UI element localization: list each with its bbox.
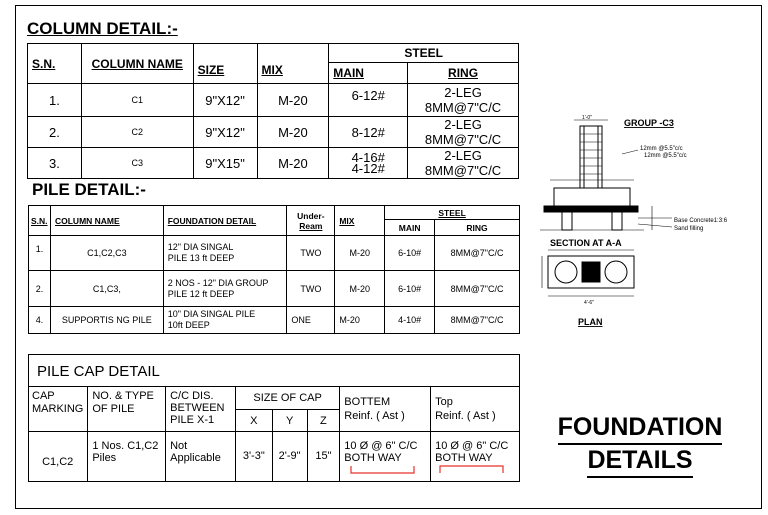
cap-header-z: Z <box>307 410 340 432</box>
pile-header-steel: STEEL <box>438 207 466 218</box>
cell-ring: 2-LEG 8MM@7"C/C <box>408 117 519 148</box>
cap-header-cc-1: C/C DIS. <box>170 390 214 402</box>
column-section <box>580 126 602 188</box>
cell-ring: 2-LEG 8MM@7"C/C <box>408 84 519 117</box>
col-header-ring: RING <box>448 66 479 80</box>
pile-detail-title: PILE DETAIL:- <box>32 180 146 199</box>
cap-header-cc-2: BETWEEN <box>170 402 225 414</box>
cap-cell-type-1: 1 Nos. C1,C2 <box>92 440 159 452</box>
cap-header-x: X <box>235 410 272 432</box>
plan-column <box>582 262 600 282</box>
column-detail-table <box>27 43 519 179</box>
spacing-note-2: 12mm @5.5"c/c <box>644 153 687 159</box>
cap-cell-type-2: Piles <box>92 452 117 464</box>
cap-cell-marking: C1,C2 <box>28 432 88 481</box>
plan-label: PLAN <box>578 317 603 327</box>
plan-dimension: 4'-6" <box>584 300 594 306</box>
cap-cell-top-1: 10 Ø @ 6" C/C <box>435 440 509 452</box>
cell-mix: M-20 <box>257 148 329 179</box>
pile-header-foundation: FOUNDATION DETAIL <box>167 215 257 226</box>
cell-main: 6-12# <box>329 84 408 117</box>
pile-header-name: COLUMN NAME <box>54 215 120 226</box>
cap-header-cc-3: PILE X-1 <box>170 414 215 426</box>
pile-header-underream-1: Under- <box>297 210 325 221</box>
group-label: GROUP -C3 <box>624 118 674 128</box>
top-dimension: 1'-0" <box>582 115 592 121</box>
cell-foundation-2: 10ft DEEP <box>167 320 210 330</box>
cell-ring: 8MM@7"C/C <box>435 307 520 334</box>
table-row <box>29 236 520 271</box>
cell-sn: 3. <box>28 148 82 179</box>
cap-cell-bottom-1: 10 Ø @ 6" C/C <box>344 440 418 452</box>
pile-header-underream-2: Ream <box>299 220 323 231</box>
pile-header-main: MAIN <box>385 220 435 236</box>
pile-header-sn: S.N. <box>31 215 48 226</box>
cap-header-type-2: OF PILE <box>92 403 135 415</box>
cap-header-bottom-1: BOTTEM <box>344 396 391 408</box>
pile-right <box>612 212 622 230</box>
section-plan-drawing <box>526 112 762 334</box>
cap-cell-top-2: BOTH WAY <box>435 452 493 464</box>
col-header-mix: MIX <box>261 63 283 77</box>
cell-main: 4-16# <box>351 150 385 165</box>
cell-underream: TWO <box>287 236 335 271</box>
bottom-rebar-symbol <box>350 465 416 475</box>
table-row <box>29 271 520 307</box>
section-label: SECTION AT A-A <box>550 238 622 248</box>
cell-sn: 4. <box>29 307 51 334</box>
cap-cell-y: 2'-9" <box>272 432 307 481</box>
table-row <box>28 148 519 179</box>
cap-header-size: SIZE OF CAP <box>235 387 339 410</box>
pile-header-mix: MIX <box>339 215 355 226</box>
cap-header-y: Y <box>272 410 307 432</box>
col-header-steel: STEEL <box>329 44 519 63</box>
foundation-title-line-1: FOUNDATION <box>558 412 723 445</box>
col-header-sn: S.N. <box>32 56 56 71</box>
cell-sn: 1. <box>29 236 51 271</box>
cell-sn: 2. <box>28 117 82 148</box>
cell-ring: 2-LEG 8MM@7"C/C <box>408 148 519 179</box>
cell-mix: M-20 <box>335 271 385 307</box>
foundation-title-line-2: DETAILS <box>587 445 692 478</box>
column-detail-title: COLUMN DETAIL:- <box>27 19 178 38</box>
col-header-name: COLUMN NAME <box>91 56 183 71</box>
cell-main: 6-10# <box>385 236 435 271</box>
cell-main-2: 4-12# <box>351 161 385 176</box>
cap-cell-cc-1: Not <box>170 440 188 452</box>
pile-left <box>562 212 572 230</box>
top-rebar-symbol <box>439 465 505 475</box>
cell-mix: M-20 <box>335 236 385 271</box>
cell-main: 6-10# <box>385 271 435 307</box>
cell-name: C1,C2,C3 <box>50 236 163 271</box>
table-row <box>28 117 519 148</box>
cell-name: SUPPORTIS NG PILE <box>50 307 163 334</box>
base-note: Base Concrete1:3:6 <box>674 218 728 224</box>
cap-header-type-1: NO. & TYPE <box>92 390 154 402</box>
cap-header-marking-1: CAP <box>32 390 55 402</box>
cell-foundation-2: PILE 12 ft DEEP <box>167 288 235 299</box>
pile-header-ring: RING <box>435 220 520 236</box>
cell-name: C3 <box>81 148 193 179</box>
cap-header-top-1: Top <box>435 396 453 408</box>
cell-foundation-1: 2 NOS - 12" DIA GROUP <box>167 277 269 288</box>
cell-foundation-1: 10" DIA SINGAL PILE <box>167 309 256 319</box>
cell-size: 9"X15" <box>193 148 257 179</box>
cell-underream: ONE <box>287 307 335 334</box>
plan-pile-left <box>555 261 577 283</box>
table-row <box>28 432 520 481</box>
cell-name: C2 <box>81 117 193 148</box>
cap-cell-bottom-2: BOTH WAY <box>344 452 402 464</box>
cell-main: 4-10# <box>385 307 435 334</box>
pile-cap-title: PILE CAP DETAIL <box>37 363 160 380</box>
cell-foundation-2: PILE 13 ft DEEP <box>167 253 235 263</box>
cell-foundation-1: 12" DIA SINGAL <box>167 242 234 252</box>
cell-name: C1 <box>81 84 193 117</box>
pile-cap-table <box>28 386 520 481</box>
base-concrete <box>544 206 638 212</box>
cap-cell-cc-2: Applicable <box>170 452 221 464</box>
cap-header-top-2: Reinf. ( Ast ) <box>435 410 496 422</box>
cell-main: 8-12# <box>329 117 408 148</box>
pile-detail-table <box>28 205 520 334</box>
table-row <box>28 84 519 117</box>
spacing-note-1: 12mm @5.5"c/c <box>640 146 683 152</box>
cell-name: C1,C3, <box>50 271 163 307</box>
plan-pile-right <box>605 261 627 283</box>
sand-note: Sand filling <box>674 226 704 232</box>
cell-mix: M-20 <box>257 117 329 148</box>
col-header-main: MAIN <box>333 66 364 80</box>
cap-header-marking-2: MARKING <box>32 403 84 415</box>
pile-cap-section <box>554 188 630 206</box>
foundation-details-title <box>540 412 740 478</box>
col-header-size: SIZE <box>197 63 225 77</box>
cell-size: 9"X12" <box>193 117 257 148</box>
cell-sn: 2. <box>29 271 51 307</box>
cell-underream: TWO <box>287 271 335 307</box>
cap-cell-z: 15" <box>307 432 340 481</box>
table-row <box>29 307 520 334</box>
cell-size: 9"X12" <box>193 84 257 117</box>
cell-ring: 8MM@7"C/C <box>435 271 520 307</box>
cell-mix: M-20 <box>335 307 385 334</box>
cell-mix: M-20 <box>257 84 329 117</box>
cell-ring: 8MM@7"C/C <box>435 236 520 271</box>
cap-header-bottom-2: Reinf. ( Ast ) <box>344 410 405 422</box>
cell-sn: 1. <box>28 84 82 117</box>
cap-cell-x: 3'-3" <box>235 432 272 481</box>
